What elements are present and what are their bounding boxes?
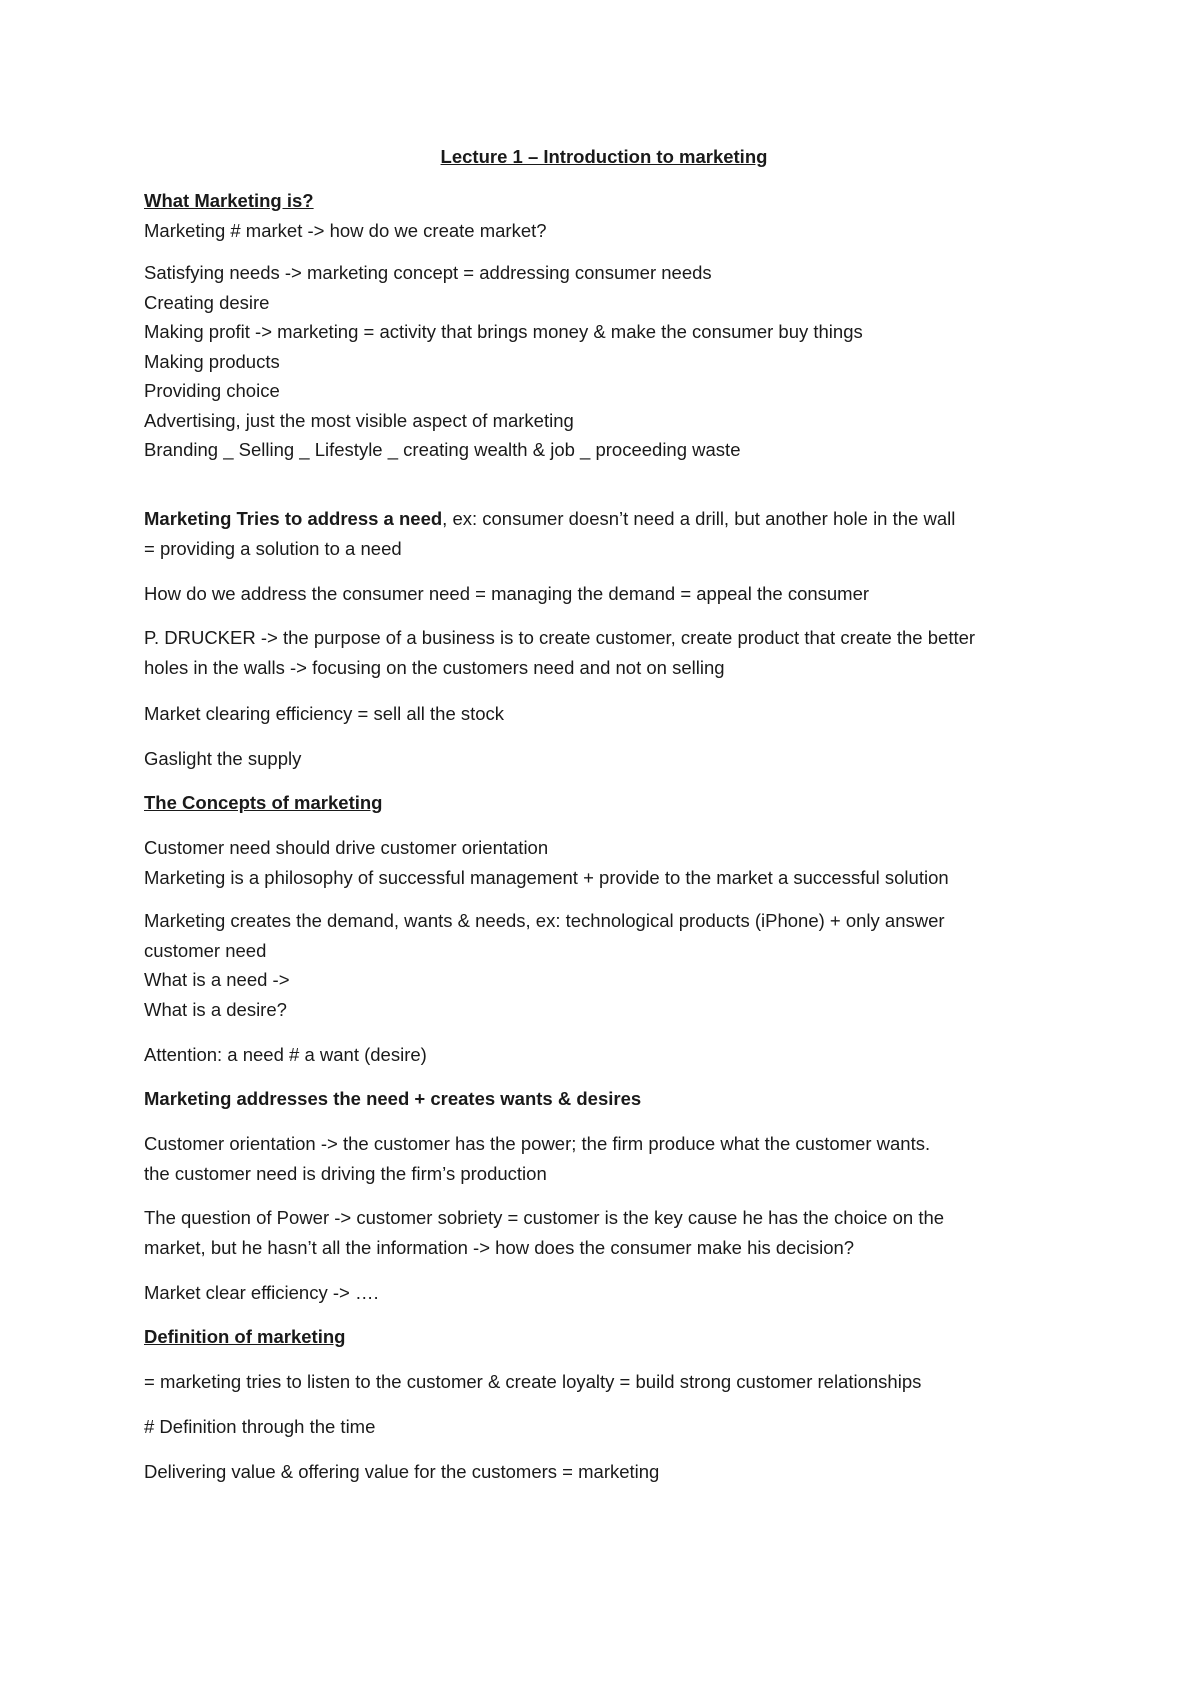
list-item: Making products [144,350,280,372]
paragraph-marketing-market: Marketing # market -> how do we create market? [144,220,547,241]
list-marketing-aspects [144,258,1064,465]
list-item: Making profit -> marketing = activity that brings money & make the consumer buy things [144,321,863,342]
list-item: Creating desire [144,291,270,313]
paragraph-delivering-value: Delivering value & offering value for the customers = marketing [144,1461,660,1482]
list-item: Providing choice [144,380,280,401]
paragraph-customer-need: Customer need should drive customer orientation Marketing is a philosophy of successful management + provide to the market a successful solution [144,837,949,888]
paragraph-definition-time: # Definition through the time [144,1416,376,1437]
heading-concepts-of-marketing: The Concepts of marketing [144,792,383,813]
paragraph-creates-demand: Marketing creates the demand, wants & needs, ex: technological products (iPhone) + only answer customer need What is a need -> What is a desire? [144,910,945,1020]
paragraph-listen-customer: = marketing tries to listen to the customer & create loyalty = build strong customer relationships [144,1371,922,1392]
paragraph-question-of-power: The question of Power -> customer sobriety = customer is the key cause he has the choice on the market, but he hasn’t all the information -> how does the consumer make his decision? [144,1207,945,1258]
document-title: Lecture 1 – Introduction to marketing [440,146,768,167]
paragraph-market-clearing: Market clearing efficiency = sell all the stock [144,703,505,724]
paragraph-market-clear: Market clear efficiency -> …. [144,1282,379,1303]
document-page [144,0,1064,1698]
paragraph-addresses-need: Marketing addresses the need + creates wants & desires [144,1088,642,1109]
paragraph-drucker: P. DRUCKER -> the purpose of a business is to create customer, create product that create the better holes in the walls -> focusing on the customers need and not on selling [144,627,976,678]
list-item: Branding _ Selling _ Lifestyle _ creating wealth & job _ proceeding waste [144,439,741,460]
paragraph-gaslight: Gaslight the supply [144,748,302,769]
paragraph-address-need: Marketing Tries to address a need, ex: consumer doesn’t need a drill, but another hole in the wall = providing a solution to a need [144,508,956,559]
paragraph-attention: Attention: a need # a want (desire) [144,1044,427,1065]
paragraph-customer-orientation: Customer orientation -> the customer has the power; the firm produce what the customer wants. the customer need is driving the firm’s production [144,1133,931,1184]
list-item: Satisfying needs -> marketing concept = addressing consumer needs [144,262,712,283]
heading-definition-of-marketing: Definition of marketing [144,1326,346,1347]
list-item: Advertising, just the most visible aspect of marketing [144,409,574,431]
heading-what-marketing-is: What Marketing is? [144,190,314,211]
paragraph-address-consumer: How do we address the consumer need = managing the demand = appeal the consumer [144,583,870,604]
